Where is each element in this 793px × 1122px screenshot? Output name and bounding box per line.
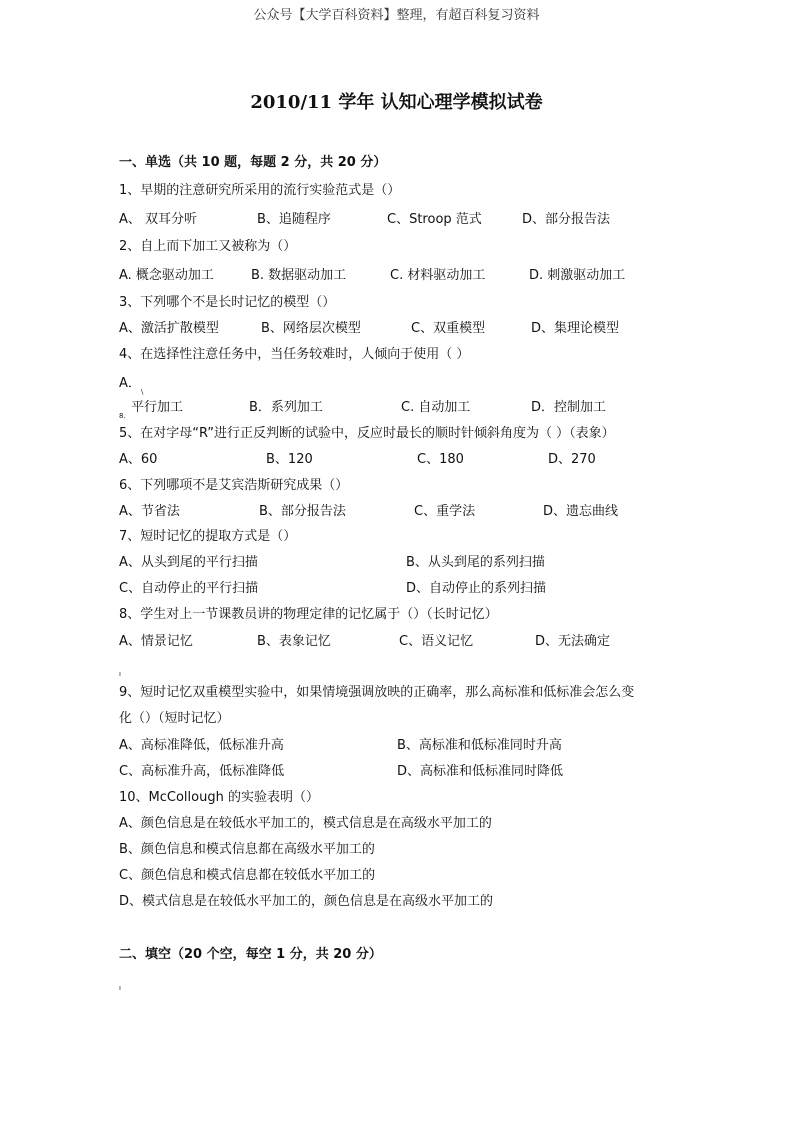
option: A、60 xyxy=(119,452,158,467)
option: D、遗忘曲线 xyxy=(543,504,619,519)
option: D、270 xyxy=(548,452,596,467)
option: A、激活扩散模型 xyxy=(119,321,219,336)
option: C、语义记忆 xyxy=(399,634,474,649)
option: B、网络层次模型 xyxy=(261,321,361,336)
question-8: 8、学生对上一节课教员讲的物理定律的记忆属于（）（长时记忆） xyxy=(119,607,498,622)
option: C、双重模型 xyxy=(411,321,486,336)
option: A、情景记忆 xyxy=(119,634,193,649)
option: D、自动停止的系列扫描 xyxy=(406,581,547,596)
question-2: 2、自上而下加工又被称为（） xyxy=(119,239,297,254)
option: B、高标准和低标准同时升高 xyxy=(397,738,562,753)
page-title: 2010/11 学年 认知心理学模拟试卷 xyxy=(250,92,543,113)
option: D. 刺激驱动加工 xyxy=(529,268,626,283)
option: B、表象记忆 xyxy=(257,634,331,649)
option: C、高标准升高，低标准降低 xyxy=(119,764,285,779)
question-7: 7、短时记忆的提取方式是（） xyxy=(119,529,297,544)
option: A、颜色信息是在较低水平加工的，模式信息是在高级水平加工的 xyxy=(119,816,492,831)
option-prefix: A． xyxy=(119,376,141,391)
option: D、集理论模型 xyxy=(531,321,620,336)
section-heading: 一、单选（共 10 题，每题 2 分，共 20 分） xyxy=(119,155,387,170)
page-header: 公众号【大学百科资料】整理，有超百科复习资料 xyxy=(253,8,540,23)
option: C、颜色信息和模式信息都在较低水平加工的 xyxy=(119,868,376,883)
option: C. 材料驱动加工 xyxy=(390,268,486,283)
option: C、重学法 xyxy=(414,504,476,519)
question-1: 1、早期的注意研究所采用的流行实验范式是（） xyxy=(119,183,401,198)
option: B．系列加工 xyxy=(249,400,323,415)
option: A. 概念驱动加工 xyxy=(119,268,214,283)
option: B、部分报告法 xyxy=(259,504,346,519)
option: B、追随程序 xyxy=(257,212,331,227)
option: A、 双耳分听 xyxy=(119,212,198,227)
question-3: 3、下列哪个不是长时记忆的模型（） xyxy=(119,295,336,310)
option: A、节省法 xyxy=(119,504,180,519)
question-10: 10、McCollough 的实验表明（） xyxy=(119,790,319,805)
option: D、无法确定 xyxy=(535,634,611,649)
question-4: 4、在选择性注意任务中，当任务较难时，人倾向于使用（ ） xyxy=(119,347,470,362)
option: B. 数据驱动加工 xyxy=(251,268,347,283)
option: C、Stroop 范式 xyxy=(387,212,482,227)
option: D、高标准和低标准同时降低 xyxy=(397,764,564,779)
option: A、高标准降低，低标准升高 xyxy=(119,738,284,753)
option: D、部分报告法 xyxy=(522,212,611,227)
option: C. 自动加工 xyxy=(401,400,471,415)
option: A、从头到尾的平行扫描 xyxy=(119,555,258,570)
option: D、模式信息是在较低水平加工的，颜色信息是在高级水平加工的 xyxy=(119,894,494,909)
question-5: 5、在对字母“R”进行正反判断的试验中，反应时最长的顺时针倾斜角度为（ ）（表象） xyxy=(119,426,615,441)
option: B、颜色信息和模式信息都在高级水平加工的 xyxy=(119,842,375,857)
option: B、120 xyxy=(266,452,313,467)
option: B、从头到尾的系列扫描 xyxy=(406,555,545,570)
question-9-cont: 化（）（短时记忆） xyxy=(119,711,230,726)
question-9: 9、短时记忆双重模型实验中，如果情境强调放映的正确率，那么高标准和低标准会怎么变 xyxy=(119,685,635,700)
section-heading: 二、填空（20 个空，每空 1 分，共 20 分） xyxy=(119,947,382,962)
option: 平行加工 xyxy=(131,400,184,415)
option: C、180 xyxy=(417,452,464,467)
exam-page: 公众号【大学百科资料】整理，有超百科复习资料 2010/11 学年 认知心理学模拟试卷 一、单选（共 10 题，每题 2 分，共 20 分） 1、早期的注意研究所采用的流行实验范式是（） A、 双耳分听 B、追随程序 C、Stroop 范式 D、部分报告法 2、自上而下加工又被称为（） A. 概念驱动加工 B. 数据驱动加工 C. 材料驱动加工 D. 刺激驱动加工 3、下列哪个不是长时记忆的模型（） A、激活扩散模型 B、网络层次模型 C、双重模型 D、集理论模型 4、在选择性注意任务中，当任务较难时，人倾向于使用（ ） A． \ 8. 平行加工 B．系列加工 C. 自动加工 D．控制加工 5、在对字母“R”进行正反判断的试验中，反应时最长的顺时针倾斜角度为（ ）（表象） A、60 B、120 C、180 D、270 6、下列哪项不是艾宾浩斯研究成果（） A、节省法 B、部分报告法 C、重学法 D、遗忘曲线 7、短时记忆的提取方式是（） A、从头到尾的平行扫描 B、从头到尾的系列扫描 C、自动停止的平行扫描 D、自动停止的系列扫描 8、学生对上一节课教员讲的物理定律的记忆属于（）（长时记忆） A、情景记忆 B、表象记忆 C、语义记忆 D、无法确定 ı 9、短时记忆双重模型实验中，如果情境强调放映的正确率，那么高标准和低标准会怎么变 化（）（短时记忆） A、高标准降低，低标准升高 B、高标准和低标准同时升高 C、高标准升高，低标准降低 D、高标准和低标准同时降低 10、McCollough 的实验表明（） A、颜色信息是在较低水平加工的，模式信息是在高级水平加工的 B、颜色信息和模式信息都在高级水平加工的 C、颜色信息和模式信息都在较低水平加工的 D、模式信息是在较低水平加工的，颜色信息是在高级水平加工的 二、填空（20 个空，每空 1 分，共 20 分） ı xyxy=(0,0,793,1122)
option: D．控制加工 xyxy=(531,400,607,415)
option: C、自动停止的平行扫描 xyxy=(119,581,259,596)
question-6: 6、下列哪项不是艾宾浩斯研究成果（） xyxy=(119,478,349,493)
